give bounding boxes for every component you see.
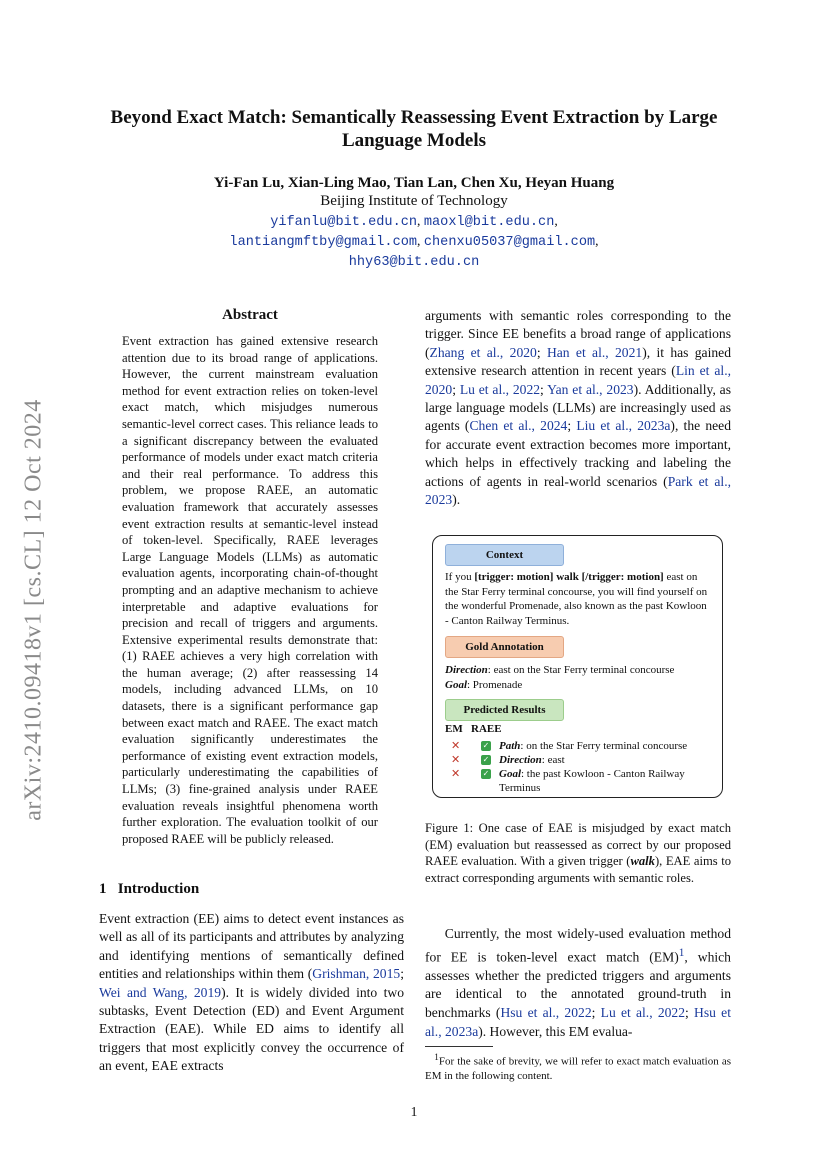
trigger-close-tag: [/trigger: motion] [581,571,664,583]
intro-paragraph-1-cont: arguments with semantic roles corresponding to the trigger. Since EE benefits a broad range of applications (Zhang et al., 2020; Han et al., 2021), it has gained extensive research attention in recent years (Lin et al., 2020; Lu et al., 2022; Yan et al., 2023). Additionally, as large language models (LLMs) are increasingly used as agents (Chen et al., 2024; Liu et al., 2023a), the need for accurate event extraction becomes more important, which helps in effectively tracking and labeling the actions of agents in real-world scenarios (Park et al., 2023). [425,308,732,508]
raee-column-header: RAEE [471,723,502,735]
trigger-word: walk [553,571,582,583]
cross-icon: ✕ [451,767,461,780]
text-run: ). [452,492,461,508]
email-line-2: lantiangmftby@gmail.com, chenxu05037@gmail.com, [229,233,599,250]
trigger-word: walk [630,854,655,869]
text-run: ). However, this EM evalua- [478,1023,633,1039]
page-number: 1 [410,1104,418,1119]
role-value: : the past Kowloon - Canton Railway Terminus [499,768,685,794]
text-run: Event Detection (ED) and Event Argument Extraction (EAE). While ED aims to identify all triggers that most explicitly convey the occurrence of an event, EAE extracts [99,1003,404,1074]
email-link[interactable]: hhy63@bit.edu.cn [348,255,480,270]
citation-link[interactable]: Hsu et al., 2023a [425,1004,731,1039]
footnote-text: For the sake of brevity, we will refer to exact match evaluation as EM in the following content. [425,1055,731,1083]
trigger-open-tag: [trigger: motion] [474,571,554,583]
role-name: Path [499,740,521,752]
role-name: Goal [445,678,467,691]
text-run: east on the Star Ferry terminal concourse, you will find yourself on the wonderful Promenade, also known as the past Kowloon - Canton Railway Terminus. [445,571,708,627]
footnote-marker[interactable]: 1 [678,946,685,959]
role-value: : east [541,754,565,766]
footnote-number: 1 [434,1052,439,1062]
citation-link[interactable]: Lin et al., 2020 [425,363,731,397]
email-line-3 [90,253,738,270]
cross-icon: ✕ [451,739,461,752]
section-number: 1 [99,881,107,897]
arxiv-stamp [14,370,54,850]
prediction-text [499,739,709,753]
intro-paragraph-2: Currently, the most widely-used evaluation method for EE is token-level exact match (EM)$^1$, which assesses whether the predicted triggers and arguments are identical to the annotated ground-truth in benchmarks (Hsu et al., 2022; Lu et al., 2022; Hsu et al., 2023a). However, this EM evalua- [425,926,731,1039]
prediction-text [499,767,709,795]
em-column-header: EM [445,723,463,735]
email-link[interactable]: maoxl@bit.edu.cn [423,215,555,230]
abstract-body: Event extraction has gained extensive research attention due to its broad range of applications. However, the current mainstream evaluation method for event extraction relies on token-level exact match, which misjudges numerous semantic-level correct cases. This reliance leads to a significant discrepancy between the evaluated performance of models under exact match criteria and their real performance. To address this problem, we propose RAEE, an automatic evaluation framework that accurately assesses event extraction results at semantic-level instead of token-level. Specifically, RAEE leverages Large Language Models (LLMs) as automatic evaluation agents, incorporating chain-of-thought prompting and an adaptive mechanism to achieve interpretable and adaptive evaluations for precision and recall of triggers and arguments. Extensive experimental results demonstrate that: (1) RAEE achieves a very high correlation with the human average; (2) after reassessing 14 models, including advanced LLMs, on 10 datasets, there is a significant performance gap between exact match and RAEE. The exact match evaluation significantly underestimates the performance of existing event extraction models, particularly underestimating the capabilities of LLMs; (3) fine-grained analysis under RAEE evaluation reveals insightful phenomena worth further exploration. The evaluation toolkit of our proposed RAEE will be publicly released. [122,334,378,846]
section-heading [99,881,199,898]
citation-link[interactable]: Park et al., 2023 [425,473,731,508]
role-name: Direction [499,754,542,766]
affiliation: Beijing Institute of Technology [320,193,508,209]
role-name: Goal [499,768,521,780]
role-value: : on the Star Ferry terminal concourse [520,740,688,752]
abstract-heading: Abstract [222,307,278,323]
gold-item [445,678,711,693]
citation-link[interactable]: Lu et al., 2022 [459,381,541,397]
text-run: ), it has gained extensive research attention in recent years ( [425,344,731,379]
gold-annotation-label: Gold Annotation [445,636,564,658]
prediction-text [499,753,709,767]
citation-link[interactable]: Wei and Wang, 2019 [99,984,222,1000]
text-run: ). It is widely divided into two subtasks, [99,984,404,1019]
prediction-row [445,753,711,767]
footnote-rule [425,1046,493,1047]
check-icon: ✓ [482,755,490,764]
figure-caption [425,820,731,886]
check-icon: ✓ [482,741,490,750]
text-run: ), the need for accurate event extraction becomes more important, which helps in effectively tracking and labeling the actions of agents in real-world scenarios ( [425,418,731,489]
paper-title: Beyond Exact Match: Semantically Reassessing Event Extraction by Large Language Models [110,107,718,151]
context-label: Context [445,544,564,566]
citation-link[interactable]: Lu et al., 2022 [600,1004,686,1020]
text-run: Event extraction (EE) aims to detect event instances as well as all of its participants and attributes by analyzing and identifying mentions of semantically defined entities and relationships within them ( [99,911,404,982]
text-run: arguments with semantic roles corresponding to the trigger. Since EE benefits a broad range of applications ( [425,308,731,360]
gold-item [445,663,711,678]
text-run: ), EAE aims to extract corresponding arguments with semantic roles. [425,854,731,885]
text-run: ). Additionally, as large language models (LLMs) are increasingly used as agents ( [425,381,732,434]
figure-1 [432,535,723,798]
predicted-results-label: Predicted Results [445,699,564,721]
citation-link[interactable]: Liu et al., 2023a [576,418,671,434]
author-list: Yi-Fan Lu, Xian-Ling Mao, Tian Lan, Chen Xu, Heyan Huang [213,175,615,191]
cross-icon: ✕ [451,753,461,766]
citation-link[interactable]: Hsu et al., 2022 [500,1004,592,1020]
prediction-row [445,767,711,795]
role-name: Direction [445,664,488,676]
email-line-1: yifanlu@bit.edu.cn, maoxl@bit.edu.cn, [270,213,558,230]
gold-annotation-list [445,663,711,692]
text-run: , which assesses whether the predicted triggers and arguments are identical to the annotated ground-truth in benchmarks ( [425,949,731,1020]
email-link[interactable]: chenxu05037@gmail.com [423,235,596,250]
citation-link[interactable]: Zhang et al., 2020 [429,344,537,360]
citation-link[interactable]: Han et al., 2021 [546,344,643,360]
citation-link[interactable]: Grishman, 2015 [312,966,401,982]
section-title: Introduction [117,881,200,897]
citation-link[interactable]: Yan et al., 2023 [547,381,634,397]
role-value: : Promenade [467,678,523,691]
intro-paragraph-1: Event extraction (EE) aims to detect event instances as well as all of its participants and attributes by analyzing and identifying mentions of semantically defined entities and relationships within them (Grishman, 2015; Wei and Wang, 2019). It is widely divided into two subtasks, Event Detection (ED) and Event Argument Extraction (EAE). While ED aims to identify all triggers that most explicitly convey the occurrence of an event, EAE extracts [99,911,404,1074]
prediction-row [445,739,711,753]
email-link[interactable]: lantiangmftby@gmail.com [229,235,418,250]
email-link[interactable]: yifanlu@bit.edu.cn [270,215,418,230]
role-value: : east on the Star Ferry terminal concourse [487,664,675,676]
context-text [445,570,711,628]
text-run: Currently, the most widely-used evaluation method for EE is token-level exact match (EM) [425,926,731,965]
text-run: Figure 1: One case of EAE is misjudged by exact match (EM) evaluation but reassessed as correct by our proposed RAEE evaluation. With a given trigger ( [425,821,731,869]
arxiv-stamp-text: arXiv:2410.09418v1 [cs.CL] 12 Oct 2024 [20,399,47,821]
check-icon: ✓ [482,769,490,778]
text-run: If you [445,571,475,583]
footnote [425,1050,731,1083]
citation-link[interactable]: Chen et al., 2024 [469,418,568,434]
